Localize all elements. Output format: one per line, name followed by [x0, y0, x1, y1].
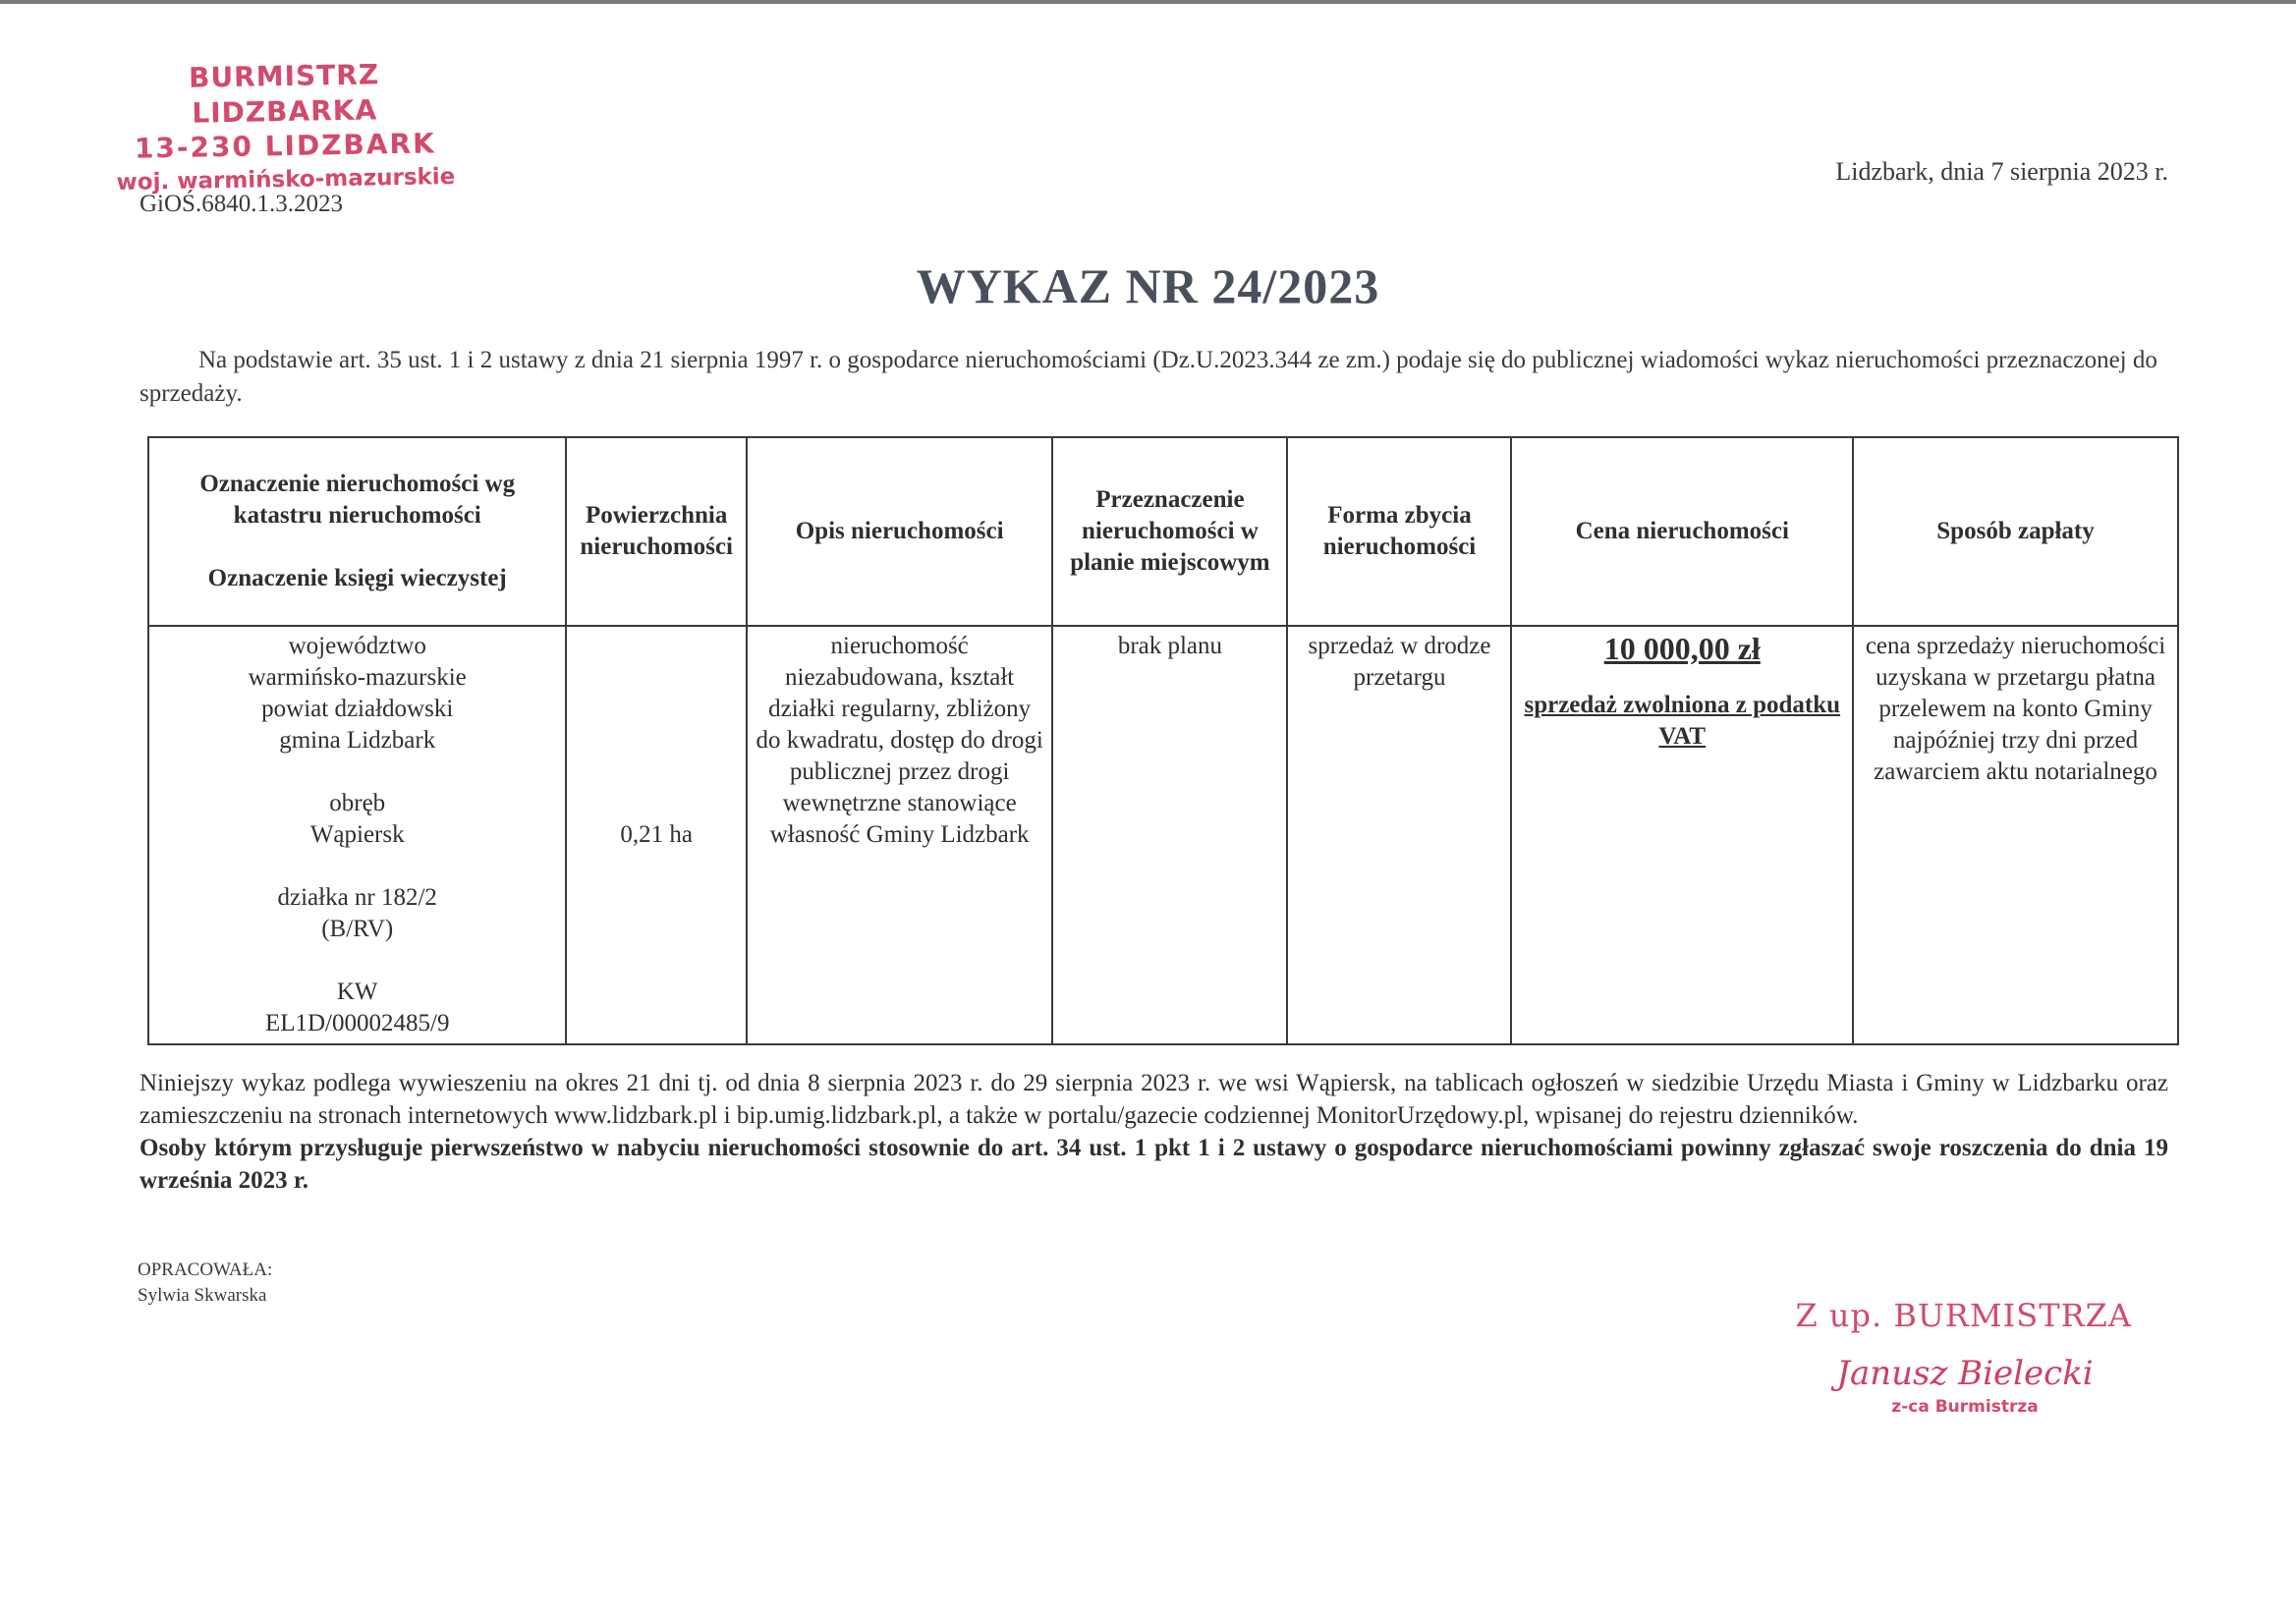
location-voivodeship: warmińsko-mazurskie: [248, 664, 467, 691]
prepared-by: [138, 1258, 272, 1309]
notice-block: [140, 1067, 2168, 1197]
header-description: Opis nieruchomości: [747, 437, 1052, 626]
document-title: WYKAZ NR 24/2023: [916, 258, 1380, 313]
prepared-by-label: OPRACOWAŁA:: [138, 1260, 273, 1280]
signature-line-1: Z up. BURMISTRZA: [1795, 1297, 2132, 1334]
cell-payment: cena sprzedaży nieruchomości uzyskana w przetargu płatna przelewem na konto Gminy najpóźniej trzy dni przed zawarciem aktu notarialnego: [1853, 626, 2178, 1044]
prepared-by-name: Sylwia Skwarska: [138, 1285, 267, 1306]
cell-zoning: brak planu: [1052, 626, 1287, 1044]
parcel-class: (B/RV): [321, 916, 394, 942]
land-register-number: EL1D/00002485/9: [264, 1010, 450, 1036]
date-line: Lidzbark, dnia 7 sierpnia 2023 r.: [1835, 157, 2168, 186]
cell-description: nieruchomość niezabudowana, kształt działki regularny, zbliżony do kwadratu, dostęp do drogi publicznej przez drogi wewnętrzne stanowiące własność Gminy Lidzbark: [747, 626, 1052, 1044]
vat-note: sprzedaż zwolniona z podatku VAT: [1524, 692, 1841, 750]
header-area: Powierzchnia nieruchomości: [566, 437, 747, 626]
precinct-name: Wąpiersk: [309, 821, 405, 848]
cell-sale-form: sprzedaż w drodze przetargu: [1287, 626, 1511, 1044]
notice-paragraph: Niniejszy wykaz podlega wywieszeniu na okres 21 dni tj. od dnia 8 sierpnia 2023 r. do 29 sierpnia 2023 r. we wsi Wąpiersk, na tablicach ogłoszeń w siedzibie Urzędu Miasta i Gminy w Lidzbarku oraz zamieszczeniu na stronach internetowych www.lidzbark.pl i bip.umig.lidzbark.pl, a także w portalu/gazecie codziennej MonitorUrzędowy.pl, wpisanej do rejestru dzienników.: [140, 1070, 2168, 1129]
location-county: powiat działdowski: [261, 696, 454, 722]
header-land-register-label: Oznaczenie księgi wieczystej: [207, 565, 507, 591]
stamp-line-1: BURMISTRZ LIDZBARKA: [188, 58, 380, 130]
cell-area: 0,21 ha: [566, 626, 747, 1044]
signature-role: z-ca Burmistrza: [1891, 1397, 2039, 1417]
header-cadastre-label: Oznaczenie nieruchomości wg katastru nieruchomości: [199, 471, 516, 529]
reference-number: GiOŚ.6840.1.3.2023: [140, 191, 343, 217]
signature-stamp: [1768, 1297, 2161, 1417]
location-commune: gmina Lidzbark: [279, 727, 436, 754]
land-register-label: KW: [336, 979, 378, 1005]
price-value: 10 000,00 zł: [1603, 631, 1761, 666]
property-table: [147, 436, 2179, 1045]
stamp-line-3: woj. warmińsko-mazurskie: [116, 163, 456, 196]
header-cadastre: [148, 437, 566, 626]
precinct-label: obręb: [329, 790, 386, 816]
priority-paragraph: Osoby którym przysługuje pierwszeństwo w nabyciu nieruchomości stosownie do art. 34 ust. 1 pkt 1 i 2 ustawy o gospodarce nieruchomościami powinny zgłaszać swoje roszczenia do dnia 19 września 2023 r.: [140, 1135, 2168, 1194]
table-row: [148, 626, 2178, 1044]
location-voivodeship-label: województwo: [288, 633, 426, 659]
office-stamp: [97, 56, 473, 200]
table-header-row: [148, 437, 2178, 626]
parcel-number: działka nr 182/2: [277, 884, 437, 911]
cell-cadastre: [148, 626, 566, 1044]
header-price: Cena nieruchomości: [1511, 437, 1853, 626]
header-zoning: Przeznaczenie nieruchomości w planie miejscowym: [1052, 437, 1287, 626]
cell-price: [1511, 626, 1853, 1044]
header-payment: Sposób zapłaty: [1853, 437, 2178, 626]
scan-top-edge: [0, 0, 2296, 4]
stamp-line-2: 13-230 LIDZBARK: [134, 127, 437, 165]
signature-name: Janusz Bielecki: [1836, 1354, 2094, 1393]
intro-paragraph: Na podstawie art. 35 ust. 1 i 2 ustawy z dnia 21 sierpnia 1997 r. o gospodarce nieruchomościami (Dz.U.2023.344 ze zm.) podaje się do publicznej wiadomości wykaz nieruchomości przeznaczonej do sprzedaży.: [140, 347, 2157, 407]
header-sale-form: Forma zbycia nieruchomości: [1287, 437, 1511, 626]
